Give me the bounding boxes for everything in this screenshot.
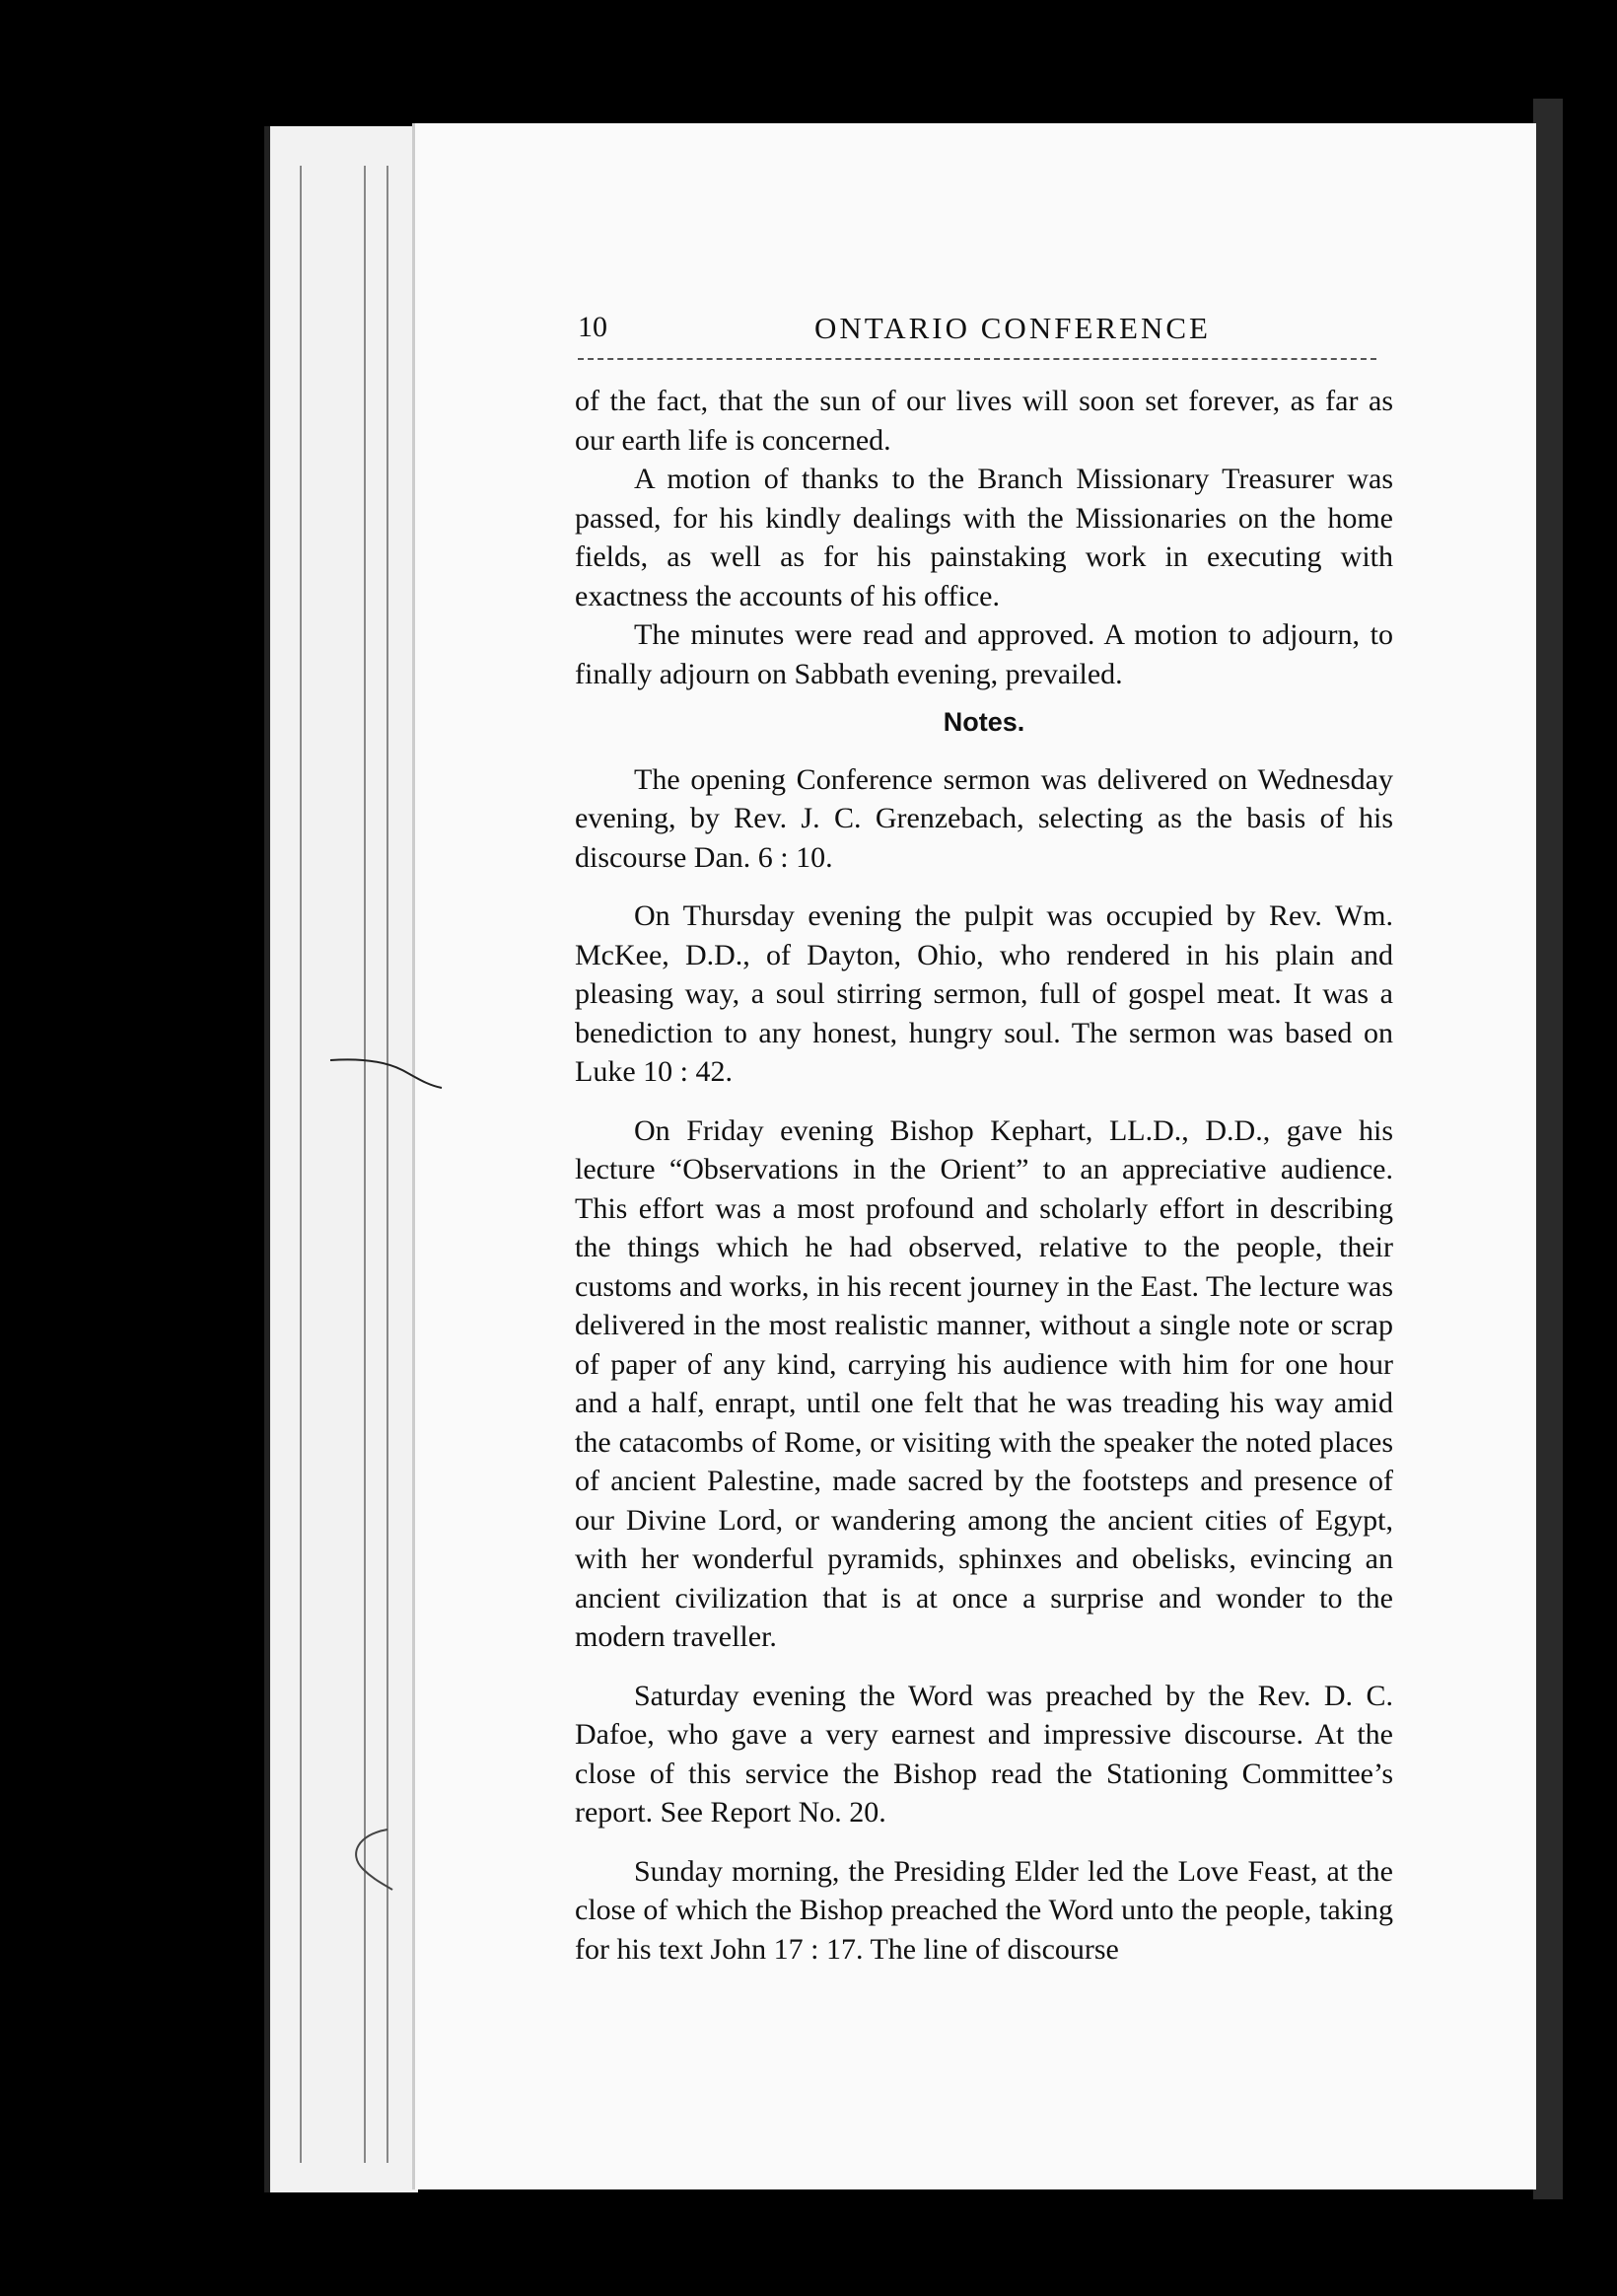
- paragraph: On Friday evening Bishop Kephart, LL.D., D.D., gave his lecture “Observations in the Orient” to an appreciative audience. This effort was a most profound and scholarly effort in describing the things which he had observed, relative to the people, their customs and works, in his recent journey in the East. The lecture was delivered in the most realistic manner, without a single note or scrap of paper of any kind, carrying his audience with him for one hour and a half, enrapt, until one felt that he was treading his way amid the catacombs of Rome, or visiting with the speaker the noted places of ancient Palestine, made sacred by the footsteps and presence of our Divine Lord, or wandering among the ancient cities of Egypt, with her wonderful pyramids, sphinxes and obelisks, evincing an ancient civilization that is at once a surprise and wonder to the modern traveller.: [575, 1113, 1393, 1653]
- book-page: [412, 123, 1536, 2189]
- header-rule: [578, 358, 1376, 360]
- paragraph: Sunday morning, the Presiding Elder led the Love Feast, at the close of which the Bishop preached the Word unto the people, taking for his text John 17 : 17. The line of discourse: [575, 1854, 1393, 1966]
- paragraph: of the fact, that the sun of our lives will soon set forever, as far as our earth life is concerned.: [575, 385, 1393, 457]
- page-shadow: [1533, 99, 1563, 2199]
- running-head: [578, 311, 1386, 370]
- notes-heading: Notes.: [943, 707, 1025, 737]
- paragraph: On Thursday evening the pulpit was occupied by Rev. Wm. McKee, D.D., of Dayton, Ohio, who rendered in his plain and pleasing way, a soul stirring sermon, full of gospel meat. It was a benediction to any honest, hungry soul. The sermon was based on Luke 10 : 42.: [575, 899, 1393, 1088]
- page-number: 10: [578, 311, 607, 343]
- handwritten-margin-mark: [328, 1031, 447, 1090]
- paragraph: The opening Conference sermon was delivered on Wednesday evening, by Rev. J. C. Grenzebach, selecting as the basis of his discourse Dan. 6 : 10.: [575, 762, 1393, 874]
- body-text: [575, 382, 1393, 1969]
- handwritten-margin-mark: [338, 1825, 397, 1894]
- edge-line: [300, 166, 302, 2163]
- paragraph: Saturday evening the Word was preached by the Rev. D. C. Dafoe, who gave a very earnest and impressive discourse. At the close of this service the Bishop read the Stationing Committee’s report. See Report No. 20.: [575, 1679, 1393, 1829]
- page-header-title: ONTARIO CONFERENCE: [814, 311, 1211, 345]
- paragraph: The minutes were read and approved. A motion to adjourn, to finally adjourn on Sabbath evening, prevailed.: [575, 618, 1393, 690]
- paragraph: A motion of thanks to the Branch Missionary Treasurer was passed, for his kindly dealings with the Missionaries on the home fields, as well as for his painstaking work in executing with exactness the accounts of his office.: [575, 463, 1393, 612]
